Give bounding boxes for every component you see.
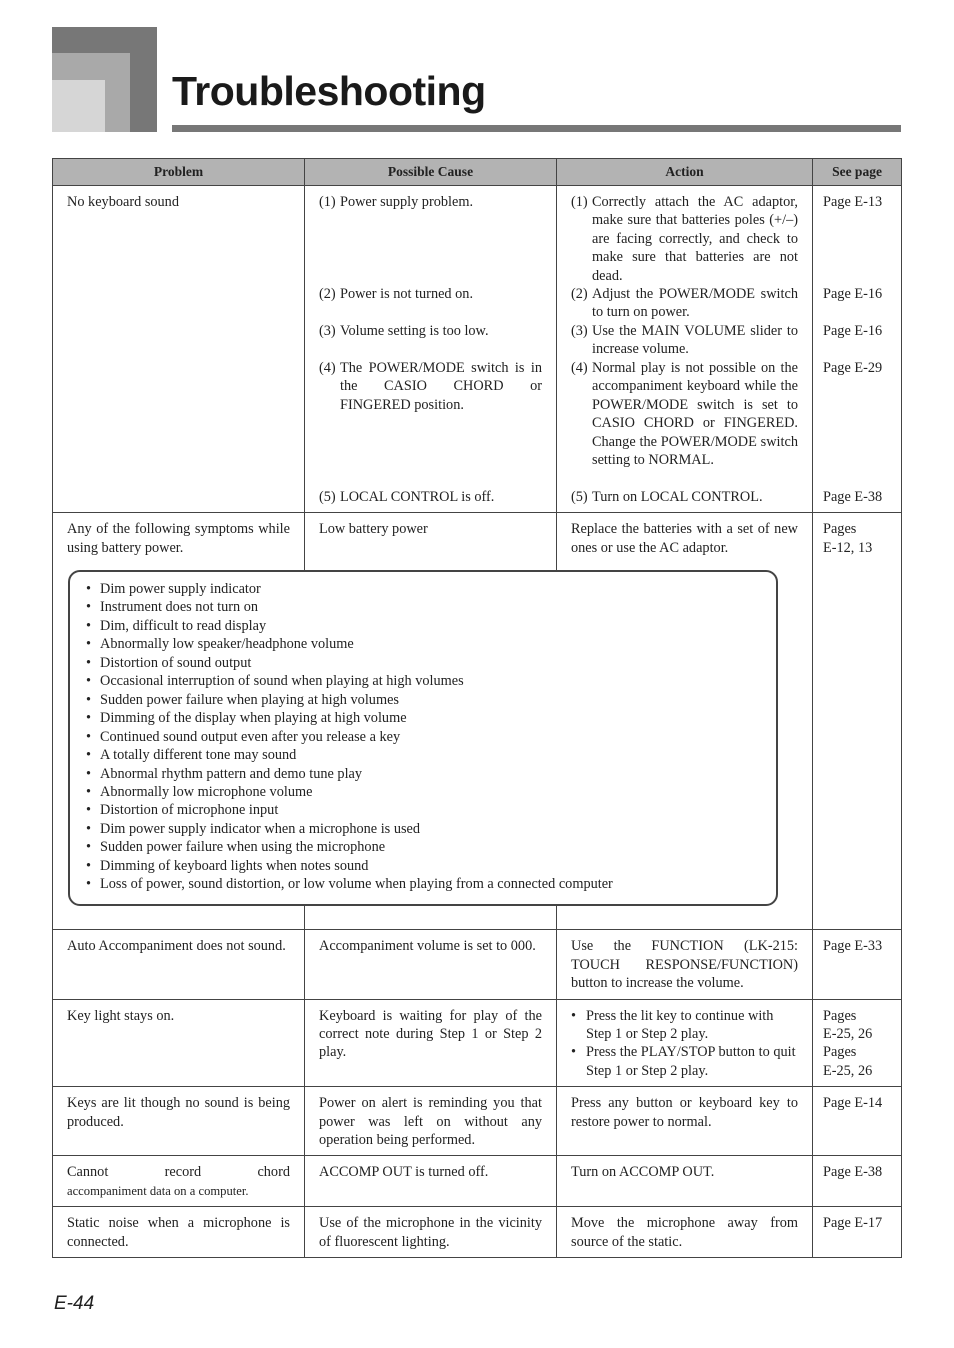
page-ref: Page E-14 bbox=[823, 1095, 883, 1112]
page-ref: Page E-33 bbox=[823, 938, 883, 955]
page-cell bbox=[813, 513, 902, 930]
action-cell bbox=[557, 930, 813, 999]
cause-cell bbox=[305, 1087, 557, 1156]
action-item bbox=[571, 322, 798, 359]
cause-item bbox=[319, 285, 542, 322]
cause-cell bbox=[305, 1207, 557, 1258]
action-number: (5) bbox=[571, 489, 588, 505]
action-text: Normal play is not possible on the accompaniment keyboard while the POWER/MODE switch is set to CASIO CHORD or FINGERED. Change the POWER/MODE switch setting to NORMAL. bbox=[592, 360, 798, 469]
list-item: • Loss of power, sound distortion, or low volume when playing from a connected computer bbox=[86, 876, 613, 893]
list-item: • Instrument does not turn on bbox=[86, 599, 259, 616]
cause-text: Low battery power bbox=[319, 521, 428, 538]
problem-text: Static noise when a microphone is connected. bbox=[67, 1215, 290, 1250]
page-cell bbox=[813, 999, 902, 1087]
list-item: • Dimming of the display when playing at high volume bbox=[86, 710, 407, 727]
action-text: Correctly attach the AC adaptor, make sure that batteries poles (+/–) are facing correctly, and check to make sure that batteries are not dead. bbox=[592, 194, 798, 284]
action-item bbox=[571, 359, 798, 488]
page-ref: E-12, 13 bbox=[823, 539, 873, 556]
action-item bbox=[571, 285, 798, 322]
page-ref: E-25, 26 bbox=[823, 1062, 873, 1079]
cause-text: Volume setting is too low. bbox=[340, 323, 489, 339]
table-row bbox=[53, 1087, 902, 1156]
action-text: Turn on ACCOMP OUT. bbox=[571, 1164, 715, 1181]
cause-item bbox=[319, 322, 542, 359]
action-cell bbox=[557, 1087, 813, 1156]
action-bullet: • Press the lit key to continue with Step 1 or Step 2 play. bbox=[571, 1007, 774, 1043]
cause-item bbox=[319, 488, 542, 506]
cause-text: ACCOMP OUT is turned off. bbox=[319, 1164, 489, 1181]
list-item: • Dim power supply indicator when a microphone is used bbox=[86, 820, 421, 837]
col-header-problem: Problem bbox=[53, 159, 305, 186]
page-ref: Pages bbox=[823, 1007, 857, 1024]
action-text: Turn on LOCAL CONTROL. bbox=[592, 489, 763, 505]
page-ref: E-25, 26 bbox=[823, 1026, 873, 1043]
problem-cell bbox=[53, 999, 305, 1087]
page-ref: Page E-38 bbox=[823, 489, 883, 505]
page-title: Troubleshooting bbox=[172, 68, 486, 114]
action-text: Use the MAIN VOLUME slider to increase volume. bbox=[592, 323, 798, 358]
table-row bbox=[53, 930, 902, 999]
cause-text: Keyboard is waiting for play of the correct note during Step 1 or Step 2 play. bbox=[319, 1007, 542, 1061]
page-number: E-44 bbox=[54, 1293, 95, 1314]
list-item: • Sudden power failure when using the microphone bbox=[86, 839, 386, 856]
page-ref: Pages bbox=[823, 521, 857, 538]
page-cell bbox=[813, 930, 902, 999]
col-header-cause: Possible Cause bbox=[305, 159, 557, 186]
action-number: (2) bbox=[571, 286, 588, 302]
action-item bbox=[571, 488, 798, 506]
problem-text: Cannot record chord bbox=[67, 1164, 290, 1181]
list-item: • Dim, difficult to read display bbox=[86, 617, 267, 634]
problem-cell bbox=[53, 1087, 305, 1156]
cause-item bbox=[319, 193, 542, 285]
title-underline bbox=[172, 125, 901, 132]
cause-number: (1) bbox=[319, 194, 336, 210]
action-number: (3) bbox=[571, 323, 588, 339]
cause-number: (5) bbox=[319, 489, 336, 505]
list-item: • Sudden power failure when playing at high volumes bbox=[86, 691, 399, 708]
page-ref: Page E-16 bbox=[823, 323, 883, 339]
action-number: (1) bbox=[571, 194, 588, 210]
action-cell bbox=[557, 1207, 813, 1258]
cause-text: Power is not turned on. bbox=[340, 286, 474, 302]
action-text: Move the microphone away from source of the static. bbox=[571, 1215, 798, 1250]
problem-cell bbox=[53, 1156, 305, 1207]
page-ref: Page E-38 bbox=[823, 1164, 883, 1181]
col-header-page: See page bbox=[813, 159, 902, 186]
cause-text: Power supply problem. bbox=[340, 194, 474, 210]
problem-text: Auto Accompaniment does not sound. bbox=[67, 938, 286, 955]
problem-cell bbox=[53, 186, 305, 513]
page-cell bbox=[813, 1087, 902, 1156]
problem-text: Any of the following symptoms while using battery power. bbox=[67, 521, 290, 556]
action-text: Adjust the POWER/MODE switch to turn on power. bbox=[592, 286, 798, 321]
cause-text: The POWER/MODE switch is in the CASIO CHORD or FINGERED position. bbox=[340, 360, 542, 413]
page-ref: Page E-29 bbox=[823, 360, 883, 376]
list-item: • A totally different tone may sound bbox=[86, 747, 297, 764]
col-header-action: Action bbox=[557, 159, 813, 186]
action-cell bbox=[557, 1156, 813, 1207]
list-item: • Dimming of keyboard lights when notes sound bbox=[86, 857, 369, 874]
action-cell bbox=[557, 999, 813, 1087]
action-item bbox=[571, 193, 798, 285]
table-row bbox=[53, 999, 902, 1087]
cause-number: (3) bbox=[319, 323, 336, 339]
action-text: Replace the batteries with a set of new ones or use the AC adaptor. bbox=[571, 521, 798, 556]
list-item: • Distortion of microphone input bbox=[86, 802, 279, 819]
cause-cell bbox=[305, 186, 557, 513]
table-row bbox=[53, 1207, 902, 1258]
cause-item bbox=[319, 359, 542, 488]
symptoms-box bbox=[68, 570, 778, 906]
action-cell bbox=[557, 186, 813, 513]
cause-text: LOCAL CONTROL is off. bbox=[340, 489, 495, 505]
page-ref: Page E-16 bbox=[823, 286, 883, 302]
action-bullet: • Press the PLAY/STOP button to quit Step 1 or Step 2 play. bbox=[571, 1044, 796, 1079]
problem-text: Keys are lit though no sound is being produced. bbox=[67, 1095, 290, 1130]
list-item: • Abnormal rhythm pattern and demo tune play bbox=[86, 765, 363, 782]
list-item: • Occasional interruption of sound when playing at high volumes bbox=[86, 673, 464, 690]
table-row bbox=[53, 1156, 902, 1207]
list-item: • Abnormally low speaker/headphone volume bbox=[86, 636, 354, 653]
page-ref: Page E-17 bbox=[823, 1215, 883, 1232]
problem-text: Key light stays on. bbox=[67, 1007, 175, 1024]
header-decoration-inner bbox=[52, 80, 105, 132]
symptoms-list bbox=[86, 580, 762, 894]
list-item: • Distortion of sound output bbox=[86, 654, 252, 671]
page-cell bbox=[813, 186, 902, 513]
problem-text: accompaniment data on a computer. bbox=[67, 1183, 249, 1198]
page-ref: Pages bbox=[823, 1044, 857, 1061]
cause-number: (4) bbox=[319, 360, 336, 376]
cause-text: Accompaniment volume is set to 000. bbox=[319, 938, 536, 955]
cause-cell bbox=[305, 999, 557, 1087]
problem-cell bbox=[53, 930, 305, 999]
list-item: • Continued sound output even after you release a key bbox=[86, 728, 401, 745]
cause-text: Use of the microphone in the vicinity of fluorescent lighting. bbox=[319, 1215, 542, 1250]
problem-text: No keyboard sound bbox=[67, 194, 179, 210]
cause-text: Power on alert is reminding you that power was left on without any operation being performed. bbox=[319, 1095, 542, 1149]
cause-cell bbox=[305, 930, 557, 999]
page-cell bbox=[813, 1156, 902, 1207]
action-text: Press any button or keyboard key to restore power to normal. bbox=[571, 1095, 798, 1130]
table-row bbox=[53, 186, 902, 513]
page-ref: Page E-13 bbox=[823, 194, 883, 210]
page-cell bbox=[813, 1207, 902, 1258]
action-text: Use the FUNCTION (LK-215: TOUCH RESPONSE/FUNCTION) button to increase the volume. bbox=[571, 938, 798, 992]
list-item: • Abnormally low microphone volume bbox=[86, 783, 313, 800]
cause-cell bbox=[305, 1156, 557, 1207]
table-header-row bbox=[53, 159, 902, 186]
action-number: (4) bbox=[571, 360, 588, 376]
problem-cell bbox=[53, 1207, 305, 1258]
cause-number: (2) bbox=[319, 286, 336, 302]
list-item: • Dim power supply indicator bbox=[86, 581, 261, 597]
